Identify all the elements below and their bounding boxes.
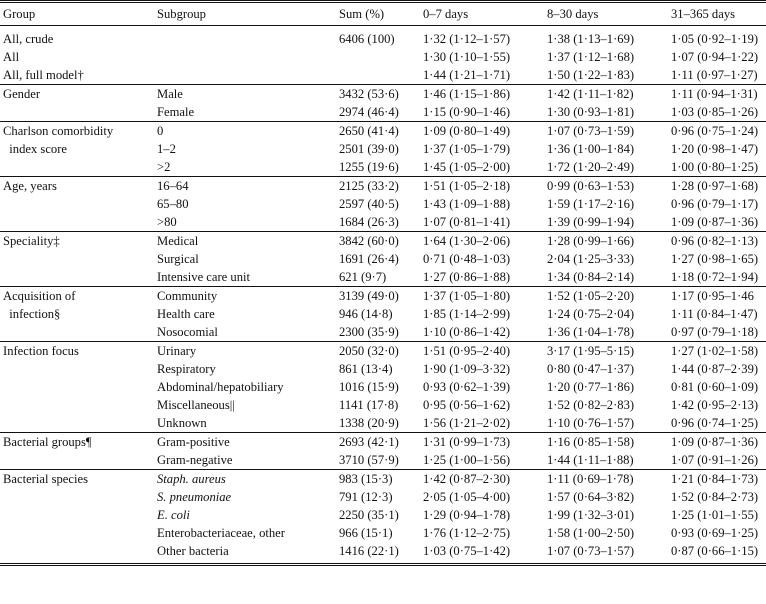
cell-8-30-days: 1·16 (0·85–1·58) <box>547 433 671 452</box>
cell-group: Age, years <box>0 177 157 196</box>
cell-0-7-days: 1·37 (1·05–1·80) <box>423 287 547 306</box>
cell-group <box>0 158 157 177</box>
cell-group: Bacterial groups¶ <box>0 433 157 452</box>
cell-31-365-days: 0·96 (0·75–1·24) <box>671 122 766 141</box>
cell-0-7-days: 1·09 (0·80–1·49) <box>423 122 547 141</box>
cell-31-365-days: 1·27 (0·98–1·65) <box>671 252 759 266</box>
cell-0-7-days: 1·51 (0·95–2·40) <box>423 342 547 361</box>
cell-subgroup: S. pneumoniae <box>157 490 232 504</box>
table-row <box>0 158 766 177</box>
cell-subgroup: Intensive care unit <box>157 270 251 284</box>
cell-subgroup <box>157 26 339 49</box>
cell-sum <box>339 66 423 85</box>
cell-group <box>0 360 157 378</box>
cell-8-30-days: 1·30 (0·93–1·81) <box>547 105 635 119</box>
cell-group <box>0 268 157 287</box>
cell-8-30-days: 1·34 (0·84–2·14) <box>547 270 635 284</box>
cell-8-30-days: 1·39 (0·99–1·94) <box>547 215 635 229</box>
table-row <box>0 342 766 361</box>
cell-8-30-days: 1·37 (1·12–1·68) <box>547 50 635 64</box>
cell-8-30-days: 2·04 (1·25–3·33) <box>547 252 635 266</box>
column-header-8-30-days: 8–30 days <box>547 2 671 26</box>
cell-0-7-days: 0·71 (0·48–1·03) <box>423 252 511 266</box>
cell-0-7-days: 1·25 (1·00–1·56) <box>423 453 511 467</box>
cell-group <box>0 213 157 232</box>
cell-group: infection§ <box>3 307 61 321</box>
cell-0-7-days: 0·95 (0·56–1·62) <box>423 398 511 412</box>
table-row <box>0 140 766 158</box>
cell-sum: 2250 (35·1) <box>339 508 399 522</box>
table-row <box>0 542 766 565</box>
cell-group: Infection focus <box>0 342 157 361</box>
cell-0-7-days: 1·03 (0·75–1·42) <box>423 542 547 565</box>
column-header-group: Group <box>0 2 157 26</box>
cell-group: Charlson comorbidity <box>0 122 157 141</box>
cell-group <box>0 488 157 506</box>
cell-group: All, crude <box>0 26 157 49</box>
cell-group <box>0 103 157 122</box>
cell-8-30-days: 1·58 (1·00–2·50) <box>547 526 635 540</box>
cell-subgroup: Health care <box>157 307 215 321</box>
cell-sum: 2125 (33·2) <box>339 177 423 196</box>
column-header-31-365-days: 31–365 days <box>671 2 766 26</box>
cell-sum: 1416 (22·1) <box>339 542 423 565</box>
cell-0-7-days: 1·85 (1·14–2·99) <box>423 307 511 321</box>
cell-31-365-days: 1·18 (0·72–1·94) <box>671 270 759 284</box>
cell-31-365-days: 0·87 (0·66–1·15) <box>671 542 766 565</box>
cell-8-30-days: 1·44 (1·11–1·88) <box>547 453 634 467</box>
cell-0-7-days: 1·37 (1·05–1·79) <box>423 142 511 156</box>
cell-31-365-days: 1·20 (0·98–1·47) <box>671 142 759 156</box>
cell-8-30-days: 1·10 (0·76–1·57) <box>547 416 635 430</box>
cell-group <box>0 323 157 342</box>
cell-31-365-days: 1·07 (0·91–1·26) <box>671 453 759 467</box>
cell-0-7-days: 1·07 (0·81–1·41) <box>423 215 511 229</box>
cell-8-30-days: 1·72 (1·20–2·49) <box>547 160 635 174</box>
table-row <box>0 122 766 141</box>
cell-subgroup: Gram-positive <box>157 433 339 452</box>
cell-0-7-days: 1·46 (1·15–1·86) <box>423 85 547 104</box>
header-row <box>0 2 766 26</box>
cell-sum: 966 (15·1) <box>339 526 393 540</box>
table-row <box>0 433 766 452</box>
cell-8-30-days: 1·07 (0·73–1·59) <box>547 122 671 141</box>
cell-0-7-days: 1·43 (1·09–1·88) <box>423 197 511 211</box>
table-row <box>0 378 766 396</box>
table-row <box>0 414 766 433</box>
cell-0-7-days: 1·76 (1·12–2·75) <box>423 526 511 540</box>
cell-31-365-days: 1·17 (0·95–1·46 <box>671 287 766 306</box>
cell-0-7-days: 0·93 (0·62–1·39) <box>423 380 511 394</box>
cell-0-7-days: 2·05 (1·05–4·00) <box>423 490 511 504</box>
cell-0-7-days: 1·51 (1·05–2·18) <box>423 177 547 196</box>
cell-sum: 791 (12·3) <box>339 490 393 504</box>
cell-31-365-days: 1·11 (0·94–1·31) <box>671 85 766 104</box>
cell-31-365-days: 1·00 (0·80–1·25) <box>671 160 759 174</box>
cell-group <box>0 195 157 213</box>
cell-group <box>0 524 157 542</box>
cell-subgroup: Miscellaneous|| <box>157 398 235 412</box>
cell-subgroup: Community <box>157 287 339 306</box>
cell-31-365-days: 0·96 (0·82–1·13) <box>671 232 766 251</box>
cell-31-365-days: 1·25 (1·01–1·55) <box>671 508 759 522</box>
cell-sum: 621 (9·7) <box>339 270 387 284</box>
table-row <box>0 250 766 268</box>
table-row <box>0 232 766 251</box>
cell-31-365-days: 0·97 (0·79–1·18) <box>671 325 759 339</box>
cell-subgroup: E. coli <box>157 508 190 522</box>
cell-31-365-days: 1·07 (0·94–1·22) <box>671 50 759 64</box>
cell-8-30-days: 3·17 (1·95–5·15) <box>547 342 671 361</box>
cell-sum: 2501 (39·0) <box>339 142 399 156</box>
cell-group <box>0 378 157 396</box>
cell-31-365-days: 1·11 (0·97–1·27) <box>671 68 758 82</box>
cell-group: All <box>3 50 20 64</box>
cell-subgroup: Other bacteria <box>157 542 339 565</box>
cell-8-30-days: 1·24 (0·75–2·04) <box>547 307 635 321</box>
cell-subgroup: 65–80 <box>157 197 189 211</box>
cell-sum: 6406 (100) <box>339 26 423 49</box>
cell-sum: 983 (15·3) <box>339 470 423 489</box>
cell-group: Bacterial species <box>0 470 157 489</box>
cell-sum <box>339 48 423 66</box>
cell-sum: 2693 (42·1) <box>339 433 423 452</box>
cell-8-30-days: 1·07 (0·73–1·57) <box>547 542 671 565</box>
cell-group <box>0 396 157 414</box>
column-header-0-7-days: 0–7 days <box>423 2 547 26</box>
table-row <box>0 48 766 66</box>
column-header-sum: Sum (%) <box>339 2 423 26</box>
table-row <box>0 287 766 306</box>
table-row <box>0 195 766 213</box>
table-row <box>0 396 766 414</box>
cell-subgroup <box>157 66 339 85</box>
cell-0-7-days: 1·45 (1·05–2·00) <box>423 160 511 174</box>
table-row <box>0 85 766 104</box>
table-row <box>0 103 766 122</box>
table-row <box>0 470 766 489</box>
table-row <box>0 323 766 342</box>
cell-subgroup: Respiratory <box>157 362 216 376</box>
table-row <box>0 488 766 506</box>
cell-31-365-days: 1·27 (1·02–1·58) <box>671 342 766 361</box>
cell-sum: 1684 (26·3) <box>339 215 399 229</box>
cell-0-7-days: 1·44 (1·21–1·71) <box>423 68 511 82</box>
cell-sum: 2300 (35·9) <box>339 325 399 339</box>
cell-sum: 1338 (20·9) <box>339 416 399 430</box>
table-row <box>0 26 766 49</box>
cell-31-365-days: 1·05 (0·92–1·19) <box>671 26 766 49</box>
cell-group <box>0 506 157 524</box>
cell-subgroup: 1–2 <box>157 142 176 156</box>
table-row <box>0 268 766 287</box>
cell-0-7-days: 1·27 (0·86–1·88) <box>423 270 511 284</box>
cell-8-30-days: 0·80 (0·47–1·37) <box>547 362 635 376</box>
cell-31-365-days: 1·21 (0·84–1·73) <box>671 470 766 489</box>
cell-group: index score <box>3 142 67 156</box>
cell-subgroup: Nosocomial <box>157 325 218 339</box>
cell-0-7-days: 1·31 (0·99–1·73) <box>423 433 547 452</box>
cell-subgroup: 16–64 <box>157 177 339 196</box>
table-row <box>0 66 766 85</box>
cell-8-30-days: 1·52 (0·82–2·83) <box>547 398 635 412</box>
cell-subgroup: Staph. aureus <box>157 470 339 489</box>
cell-sum: 3710 (57·9) <box>339 453 399 467</box>
cell-sum: 2974 (46·4) <box>339 105 399 119</box>
cell-sum: 2597 (40·5) <box>339 197 399 211</box>
cell-subgroup: >2 <box>157 160 171 174</box>
cell-0-7-days: 1·42 (0·87–2·30) <box>423 470 547 489</box>
cell-8-30-days: 1·52 (1·05–2·20) <box>547 287 671 306</box>
cell-0-7-days: 1·90 (1·09–3·32) <box>423 362 511 376</box>
cell-8-30-days: 1·38 (1·13–1·69) <box>547 26 671 49</box>
cell-8-30-days: 1·36 (1·00–1·84) <box>547 142 635 156</box>
cell-sum: 1255 (19·6) <box>339 160 399 174</box>
cell-31-365-days: 1·03 (0·85–1·26) <box>671 105 759 119</box>
cell-sum: 2050 (32·0) <box>339 342 423 361</box>
table-row <box>0 177 766 196</box>
cell-8-30-days: 1·50 (1·22–1·83) <box>547 68 635 82</box>
cell-subgroup: 0 <box>157 122 339 141</box>
cell-subgroup: >80 <box>157 215 177 229</box>
cell-subgroup: Female <box>157 105 195 119</box>
cell-sum: 946 (14·8) <box>339 307 393 321</box>
cell-sum: 2650 (41·4) <box>339 122 423 141</box>
cell-31-365-days: 1·09 (0·87–1·36) <box>671 215 759 229</box>
cell-subgroup: Urinary <box>157 342 339 361</box>
cell-31-365-days: 1·52 (0·84–2·73) <box>671 490 759 504</box>
cell-sum: 3842 (60·0) <box>339 232 423 251</box>
cell-sum: 3139 (49·0) <box>339 287 423 306</box>
cell-subgroup: Gram-negative <box>157 453 233 467</box>
table-row <box>0 360 766 378</box>
cell-31-365-days: 0·81 (0·60–1·09) <box>671 380 759 394</box>
cell-group <box>0 414 157 433</box>
table-row <box>0 213 766 232</box>
cell-0-7-days: 1·56 (1·21–2·02) <box>423 416 511 430</box>
cell-0-7-days: 1·64 (1·30–2·06) <box>423 232 547 251</box>
cell-0-7-days: 1·10 (0·86–1·42) <box>423 325 511 339</box>
cell-8-30-days: 1·99 (1·32–3·01) <box>547 508 635 522</box>
cell-31-365-days: 1·44 (0·87–2·39) <box>671 362 759 376</box>
cell-sum: 1691 (26·4) <box>339 252 399 266</box>
cell-group: Speciality‡ <box>0 232 157 251</box>
cell-31-365-days: 0·96 (0·74–1·25) <box>671 416 759 430</box>
cell-subgroup: Male <box>157 85 339 104</box>
cell-0-7-days: 1·32 (1·12–1·57) <box>423 26 547 49</box>
cell-group: Acquisition of <box>0 287 157 306</box>
table-body <box>0 26 766 565</box>
cell-subgroup: Abdominal/hepatobiliary <box>157 380 284 394</box>
cell-subgroup: Unknown <box>157 416 207 430</box>
cell-31-365-days: 1·42 (0·95–2·13) <box>671 398 759 412</box>
cell-group: Gender <box>0 85 157 104</box>
cell-0-7-days: 1·30 (1·10–1·55) <box>423 50 511 64</box>
cell-8-30-days: 1·36 (1·04–1·78) <box>547 325 635 339</box>
cell-31-365-days: 0·93 (0·69–1·25) <box>671 526 759 540</box>
column-header-subgroup: Subgroup <box>157 2 339 26</box>
table-row <box>0 451 766 470</box>
cell-subgroup: Surgical <box>157 252 199 266</box>
cell-subgroup <box>157 48 339 66</box>
cell-subgroup: Medical <box>157 232 339 251</box>
cell-group <box>0 250 157 268</box>
cell-sum: 3432 (53·6) <box>339 85 423 104</box>
cell-group <box>0 451 157 470</box>
cell-sum: 1016 (15·9) <box>339 380 399 394</box>
cell-group <box>0 542 157 565</box>
cell-8-30-days: 1·28 (0·99–1·66) <box>547 232 671 251</box>
cell-8-30-days: 1·42 (1·11–1·82) <box>547 85 671 104</box>
table-row <box>0 524 766 542</box>
cell-subgroup: Enterobacteriaceae, other <box>157 526 285 540</box>
cell-sum: 861 (13·4) <box>339 362 393 376</box>
cell-31-365-days: 1·09 (0·87–1·36) <box>671 433 766 452</box>
cell-31-365-days: 1·28 (0·97–1·68) <box>671 177 766 196</box>
cell-8-30-days: 1·59 (1·17–2·16) <box>547 197 635 211</box>
cell-8-30-days: 1·57 (0·64–3·82) <box>547 490 635 504</box>
cell-8-30-days: 1·11 (0·69–1·78) <box>547 470 671 489</box>
cell-8-30-days: 1·20 (0·77–1·86) <box>547 380 635 394</box>
cell-group: All, full model† <box>3 68 84 82</box>
cell-sum: 1141 (17·8) <box>339 398 399 412</box>
cell-0-7-days: 1·29 (0·94–1·78) <box>423 508 511 522</box>
cell-0-7-days: 1·15 (0·90–1·46) <box>423 105 511 119</box>
cell-31-365-days: 0·96 (0·79–1·17) <box>671 197 759 211</box>
table-row <box>0 305 766 323</box>
table-row <box>0 506 766 524</box>
cell-8-30-days: 0·99 (0·63–1·53) <box>547 177 671 196</box>
cell-31-365-days: 1·11 (0·84–1·47) <box>671 307 758 321</box>
